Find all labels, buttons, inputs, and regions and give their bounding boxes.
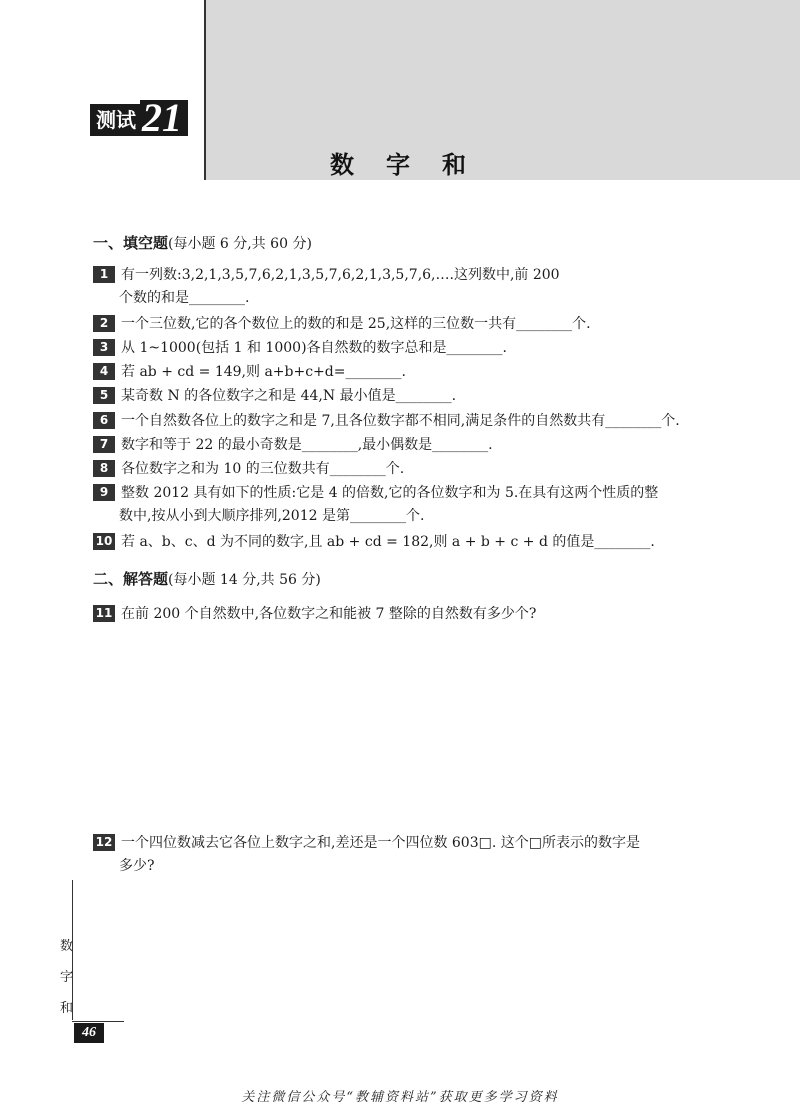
question-4 bbox=[93, 361, 718, 384]
question-number: 7 bbox=[93, 436, 115, 453]
header-divider bbox=[204, 0, 206, 180]
footer-note: 关注微信公众号“教辅资料站”获取更多学习资料 bbox=[241, 1090, 559, 1105]
question-text: 一个三位数,它的各个数位上的数的和是 25,这样的三位数一共有________个. bbox=[121, 316, 591, 332]
question-text-cont: 多少? bbox=[119, 858, 155, 874]
question-text: 有一列数:3,2,1,3,5,7,6,2,1,3,5,7,6,2,1,3,5,7,6,….这列数中,前 200 bbox=[121, 267, 560, 283]
badge-label: 测试 bbox=[90, 104, 142, 136]
badge-number: 21 bbox=[140, 100, 188, 136]
question-number: 3 bbox=[93, 339, 115, 356]
question-number: 9 bbox=[93, 484, 115, 501]
question-5 bbox=[93, 385, 718, 408]
question-text: 数字和等于 22 的最小奇数是________,最小偶数是________. bbox=[121, 437, 493, 453]
question-text: 若 a、b、c、d 为不同的数字,且 ab + cd = 182,则 a + b + c + d 的值是________. bbox=[121, 534, 655, 550]
question-number: 1 bbox=[93, 266, 115, 283]
sidebar-char-1: 数 bbox=[60, 939, 74, 954]
question-text: 一个四位数减去它各位上数字之和,差还是一个四位数 603□. 这个□所表示的数字是 bbox=[121, 835, 640, 851]
question-7 bbox=[93, 434, 718, 457]
question-1 bbox=[93, 264, 718, 310]
question-number: 5 bbox=[93, 387, 115, 404]
sidebar-char-2: 字 bbox=[60, 970, 74, 985]
question-number: 10 bbox=[93, 533, 115, 550]
question-9 bbox=[93, 482, 718, 528]
question-text: 一个自然数各位上的数字之和是 7,且各位数字都不相同,满足条件的自然数共有________个. bbox=[121, 413, 680, 429]
question-8 bbox=[93, 458, 718, 481]
sidebar-char-3: 和 bbox=[60, 1001, 74, 1016]
question-2 bbox=[93, 313, 718, 336]
question-12 bbox=[93, 832, 718, 878]
question-number: 6 bbox=[93, 412, 115, 429]
header-gray-block bbox=[204, 0, 800, 180]
question-number: 4 bbox=[93, 363, 115, 380]
section-answer bbox=[93, 568, 321, 589]
question-number: 12 bbox=[93, 834, 115, 851]
question-10 bbox=[93, 531, 718, 554]
section-fill-in bbox=[93, 232, 312, 253]
page-title: 数字和 bbox=[330, 151, 498, 179]
question-text: 整数 2012 具有如下的性质:它是 4 的倍数,它的各位数字和为 5.在具有这两个性质的整 bbox=[121, 485, 659, 501]
question-text-cont: 数中,按从小到大顺序排列,2012 是第________个. bbox=[119, 508, 425, 524]
question-number: 8 bbox=[93, 460, 115, 477]
question-11 bbox=[93, 603, 718, 626]
section-score: (每小题 6 分,共 60 分) bbox=[168, 236, 312, 252]
page-number: 46 bbox=[74, 1023, 104, 1043]
section-title: 二、解答题 bbox=[93, 570, 169, 588]
question-text-cont: 个数的和是________. bbox=[119, 290, 250, 306]
section-title: 一、填空题 bbox=[93, 234, 169, 252]
test-badge bbox=[90, 95, 188, 140]
question-text: 某奇数 N 的各位数字之和是 44,N 最小值是________. bbox=[121, 388, 457, 404]
question-text: 若 ab + cd = 149,则 a+b+c+d=________. bbox=[121, 364, 406, 380]
question-text: 在前 200 个自然数中,各位数字之和能被 7 整除的自然数有多少个? bbox=[121, 606, 537, 622]
question-number: 11 bbox=[93, 605, 115, 622]
question-number: 2 bbox=[93, 315, 115, 332]
question-text: 从 1~1000(包括 1 和 1000)各自然数的数字总和是________. bbox=[121, 340, 507, 356]
sidebar-horizontal-line bbox=[72, 1021, 124, 1022]
question-text: 各位数字之和为 10 的三位数共有________个. bbox=[121, 461, 405, 477]
question-6 bbox=[93, 410, 718, 433]
section-score: (每小题 14 分,共 56 分) bbox=[168, 572, 321, 588]
question-3 bbox=[93, 337, 718, 360]
